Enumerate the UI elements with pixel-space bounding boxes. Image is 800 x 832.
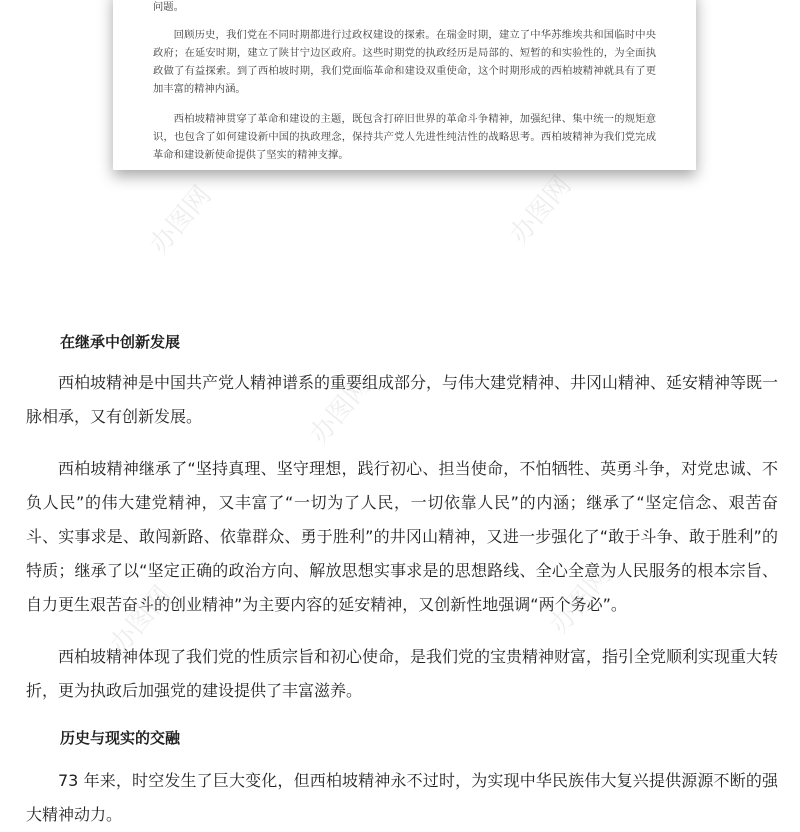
section-heading: 在继承中创新发展	[60, 333, 181, 351]
watermark: 办图网	[504, 170, 578, 250]
watermark: 办图网	[544, 560, 618, 640]
section-heading: 历史与现实的交融	[60, 729, 181, 747]
watermark: 办图网	[104, 580, 178, 660]
article-paragraph: 西柏坡精神体现了我们党的性质宗旨和初心使命，是我们党的宝贵精神财富，指引全党顺利实现重大转折，更为执政后加强党的建设提供了丰富滋养。	[26, 647, 779, 700]
card-top-fragment: 问题。	[153, 1, 184, 13]
card-paragraph: 回顾历史，我们党在不同时期都进行过政权建设的探索。在瑞金时期，建立了中华苏维埃共和国临时中央政府；在延安时期，建立了陕甘宁边区政府。这些时期党的执政经历是局部的、短暂的和实验性的，为全面执政做了有益探索。到了西柏坡时期，我们党面临革命和建设双重使命，这个时期形成的西柏坡精神就具有了更加丰富的精神内涵。	[153, 29, 656, 95]
card-paragraph: 西柏坡精神贯穿了革命和建设的主题，既包含打碎旧世界的革命斗争精神，加强纪律、集中统一的规矩意识，也包含了如何建设新中国的执政理念，保持共产党人先进性纯洁性的战略思考。西柏坡精神为我们党完成革命和建设新使命提供了坚实的精神支撑。	[153, 113, 656, 161]
article-body	[26, 322, 778, 832]
watermark: 办图网	[304, 370, 378, 450]
watermark: 办图网	[144, 180, 218, 260]
article-paragraph: 73 年来，时空发生了巨大变化，但西柏坡精神永不过时，为实现中华民族伟大复兴提供源源不断的强大精神动力。	[26, 771, 778, 824]
article-paragraph: 西柏坡精神继承了“坚持真理、坚守理想，践行初心、担当使命，不怕牺牲、英勇斗争，对党忠诚、不负人民”的伟大建党精神，又丰富了“一切为了人民，一切依靠人民”的内涵；继承了“坚定信念、艰苦奋斗、实事求是、敢闯新路、依靠群众、勇于胜利”的井冈山精神，又进一步强化了“敢于斗争、敢于胜利”的特质；继承了以“坚定正确的政治方向、解放思想实事求是的思想路线、全心全意为人民服务的根本宗旨、自力更生艰苦奋斗的创业精神”为主要内容的延安精神，又创新性地强调“两个务必”。	[26, 459, 778, 614]
article-paragraph: 西柏坡精神是中国共产党人精神谱系的重要组成部分，与伟大建党精神、井冈山精神、延安精神等既一脉相承，又有创新发展。	[26, 373, 779, 426]
embedded-article-image	[113, 0, 696, 170]
